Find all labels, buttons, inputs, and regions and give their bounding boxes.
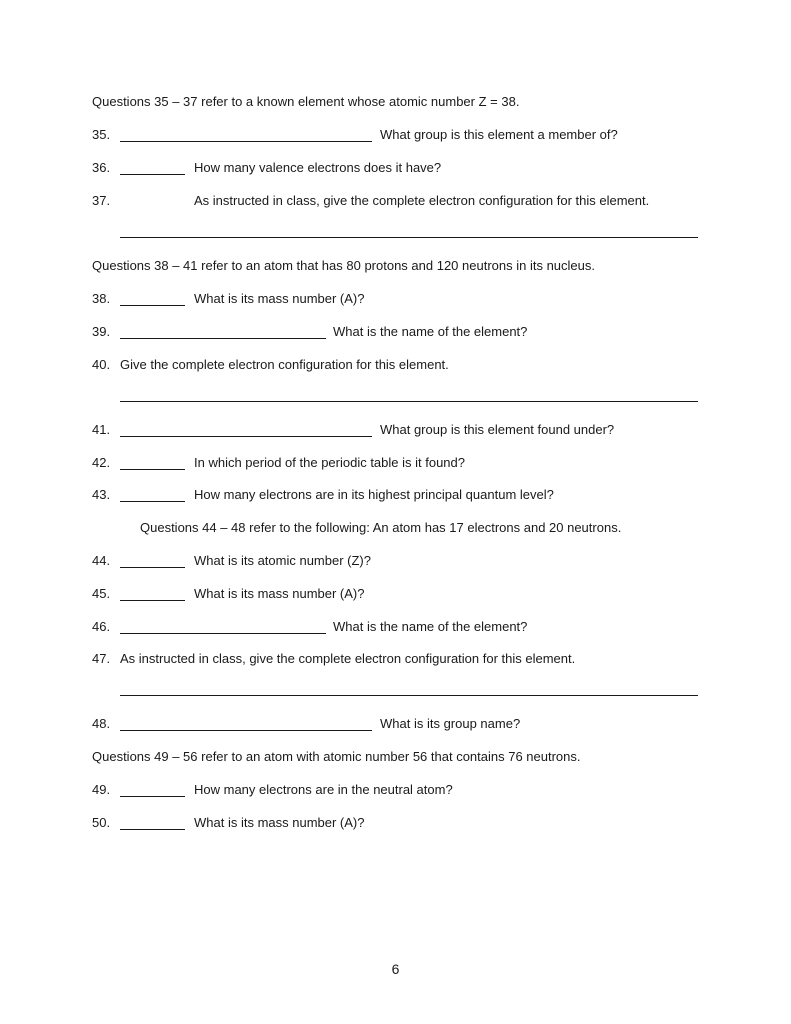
question-number: 35. bbox=[92, 127, 111, 142]
question-number: 41. bbox=[92, 422, 111, 437]
question-text: What group is this element found under? bbox=[380, 422, 615, 437]
question-text: As instructed in class, give the complete electron configuration for this element. bbox=[194, 193, 650, 208]
question-text: As instructed in class, give the complete electron configuration for this element. bbox=[120, 651, 576, 666]
answer-blank-44[interactable] bbox=[120, 567, 185, 568]
answer-line-47[interactable] bbox=[120, 695, 698, 696]
page-number: 6 bbox=[391, 961, 400, 977]
question-text: What is its mass number (A)? bbox=[194, 291, 365, 306]
question-number: 47. bbox=[92, 651, 111, 666]
answer-blank-46[interactable] bbox=[120, 633, 326, 634]
answer-line-37[interactable] bbox=[120, 237, 698, 238]
question-number: 36. bbox=[92, 160, 111, 175]
question-text: In which period of the periodic table is it found? bbox=[194, 455, 466, 470]
section-intro-38: Questions 38 – 41 refer to an atom that has 80 protons and 120 neutrons in its nucleus. bbox=[92, 258, 595, 273]
question-number: 39. bbox=[92, 324, 111, 339]
question-text: What is the name of the element? bbox=[333, 324, 528, 339]
question-number: 49. bbox=[92, 782, 111, 797]
question-text: How many electrons are in the neutral atom? bbox=[194, 782, 453, 797]
section-intro-49: Questions 49 – 56 refer to an atom with atomic number 56 that contains 76 neutrons. bbox=[92, 749, 581, 764]
answer-blank-43[interactable] bbox=[120, 501, 185, 502]
question-number: 38. bbox=[92, 291, 111, 306]
question-text: What is the name of the element? bbox=[333, 619, 528, 634]
section-intro-44: Questions 44 – 48 refer to the following: An atom has 17 electrons and 20 neutrons. bbox=[140, 520, 622, 535]
question-number: 42. bbox=[92, 455, 111, 470]
answer-blank-39[interactable] bbox=[120, 338, 326, 339]
question-number: 50. bbox=[92, 815, 111, 830]
question-text: What is its group name? bbox=[380, 716, 521, 731]
answer-blank-48[interactable] bbox=[120, 730, 372, 731]
question-text: What is its mass number (A)? bbox=[194, 586, 365, 601]
question-text: How many valence electrons does it have? bbox=[194, 160, 442, 175]
question-number: 48. bbox=[92, 716, 111, 731]
question-number: 43. bbox=[92, 487, 111, 502]
answer-blank-49[interactable] bbox=[120, 796, 185, 797]
answer-blank-45[interactable] bbox=[120, 600, 185, 601]
answer-line-40[interactable] bbox=[120, 401, 698, 402]
question-text: How many electrons are in its highest principal quantum level? bbox=[194, 487, 554, 502]
answer-blank-35[interactable] bbox=[120, 141, 372, 142]
section-intro-35: Questions 35 – 37 refer to a known element whose atomic number Z = 38. bbox=[92, 94, 520, 109]
question-number: 46. bbox=[92, 619, 111, 634]
question-text: Give the complete electron configuration for this element. bbox=[120, 357, 449, 372]
answer-blank-42[interactable] bbox=[120, 469, 185, 470]
answer-blank-38[interactable] bbox=[120, 305, 185, 306]
question-text: What group is this element a member of? bbox=[380, 127, 618, 142]
answer-blank-50[interactable] bbox=[120, 829, 185, 830]
question-number: 44. bbox=[92, 553, 111, 568]
question-text: What is its atomic number (Z)? bbox=[194, 553, 371, 568]
answer-blank-36[interactable] bbox=[120, 174, 185, 175]
question-number: 45. bbox=[92, 586, 111, 601]
question-number: 40. bbox=[92, 357, 111, 372]
question-text: What is its mass number (A)? bbox=[194, 815, 365, 830]
question-number: 37. bbox=[92, 193, 111, 208]
answer-blank-41[interactable] bbox=[120, 436, 372, 437]
